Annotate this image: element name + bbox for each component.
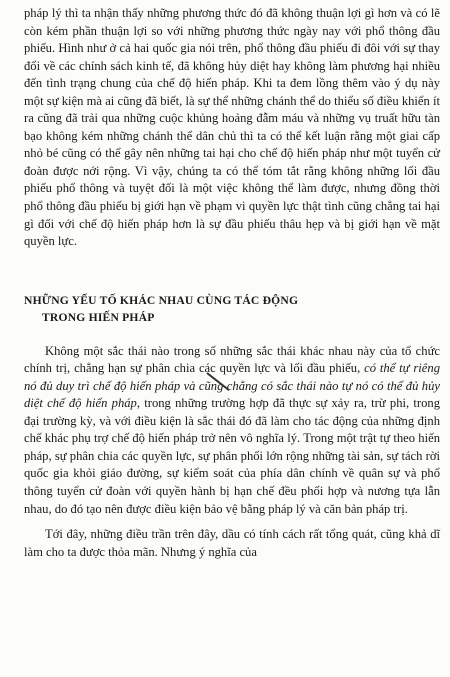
section-heading-line-1: NHỮNG YẾU TỐ KHÁC NHAU CÙNG TÁC ĐỘNG [24, 293, 299, 307]
paragraph-constitutional-factors [24, 343, 440, 518]
paragraph-2-text-a: Không một sắc thái nào trong số những sắc thái khác nhau này của tổ chức chính trị, chẳng hạn sự phân chia các quyền lực và lối đầu phiếu, [24, 343, 440, 376]
section-heading-line-2: TRONG HIẾN PHÁP [42, 310, 155, 324]
paragraph-conclusion: Tới đây, những điều trần trên đây, dầu có tính cách rất tổng quát, cũng khả dĩ làm cho ta được thỏa mãn. Nhưng ý nghĩa của [24, 527, 440, 559]
section-heading [24, 292, 440, 326]
paragraph-universal-suffrage: pháp lý thì ta nhận thấy những phương thức đó đã không thuận lợi gì hơn và có lẽ còn kém phần thuận lợi so với những phương thức ngày nay với phổ thông đầu phiếu. Hình như ở cả hai quốc gia nói trên, phổ thông đầu phiếu đi đôi với sự thay đổi về các chính sách kinh tế, đã không hủy diệt hay không làm phương hại nhiều đến tình trạng chung của chế độ hiến pháp. Khi ta đem lồng thêm vào ý dụ này một sự kiện mà ai cũng đã biết, là sự thể những chánh thể do thiểu số điều khiển ít ra cũng đã trải qua những cuộc khủng hoảng đẫm máu và những vụ truất hữu tàn bạo không kém những chánh thể dân chủ thì ta có thể kết luận rằng một giai cấp nhỏ bé cũng có thể gây nên những tai hại cho chế độ hiến pháp như một tuyển cử đoàn được nới rộng. Vì vậy, chúng ta có thể tóm tắt rằng không những lối đầu phiếu phổ thông và tuyệt đối là một việc không thể làm được, nhưng đồng thời phổ thông đầu phiếu bị giới hạn về phạm vi quyền lực thật tình cũng chẳng tai hại gì đối với chế độ hiến pháp hơn là sự đầu phiếu thâu hẹp và bị giới hạn về mặt quyền lực. [24, 6, 440, 249]
paragraph-2-text-b: , trong những trường hợp đã thực sự xảy ra, trừ phi, trong đại trường kỳ, và với điều kiện là sắc thái đó đã làm cho tác động của những định chế khác phụ trợ chế độ hiến pháp trở nên vô nghĩa lý. Trong một trật tự theo hiến pháp, sự phân chia các quyền lực, sự phân phối lớn rộng những tài sản, sự tách rời quốc gia khỏi giáo đường, sự kiểm soát của phía dân chính về quân sự và phổ thông tuyển cử đoàn với quyền hành bị hạn chế đều phối hợp và nương tựa lẫn nhau, do đó tạo nên được điều kiện bảo vệ bằng pháp lý và căn bản pháp trị. [24, 396, 440, 516]
paragraph-2-italic-text: có thể tự riêng nó đủ duy trì chế độ hiến pháp và cũng chẳng có sắc thái nào tự nó có thể đủ hủy diệt chế độ hiến pháp [24, 361, 440, 411]
